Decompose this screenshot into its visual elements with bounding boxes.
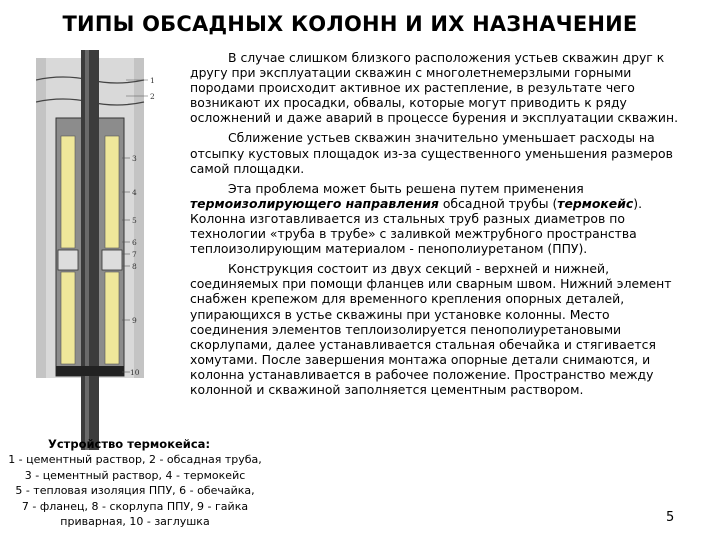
callout-6: 6 bbox=[132, 238, 137, 247]
insulation-right-lower bbox=[105, 272, 119, 364]
paragraph-4: Конструкция состоит из двух секций - верхней и нижней, соединяемых при помощи фланцев или сварным швом. Нижний элемент снабжен крепежом для временного крепления опорных деталей, упирающихся в устье скважины при установке колонны. Место соединения элементов теплоизолируется пенополиуретановыми скорлупами, далее устанавливается стальная обечайка и стягивается хомутами. После завершения монтажа опорные детали снимаются, и колонна устанавливается в рабочее положение. Пространство между колонной и скважиной заполняется цементным раствором. bbox=[190, 261, 672, 397]
flange-left bbox=[58, 250, 78, 270]
paragraph-3-part-c: обсадной трубы ( bbox=[438, 195, 558, 211]
thermocase-diagram bbox=[36, 50, 186, 450]
caption-line: 5 - тепловая изоляция ППУ, 6 - обечайка, bbox=[15, 484, 255, 497]
callout-1: 1 bbox=[150, 76, 155, 85]
term-thermocase: термокейс bbox=[557, 195, 634, 211]
paragraph-2: Сближение устьев скважин значительно уменьшает расходы на отсыпку кустовых площадок из-за существенного уменьшения размеров самой площадки. bbox=[190, 130, 673, 176]
caption-line: 7 - фланец, 8 - скорлупа ППУ, 9 - гайка bbox=[21, 499, 249, 513]
page-number: 5 bbox=[666, 510, 675, 525]
casing-pipe bbox=[81, 50, 99, 450]
callout-2: 2 bbox=[150, 92, 155, 101]
paragraph-3 bbox=[190, 181, 690, 256]
term-thermo-insulating-direction: термоизолирующего направления bbox=[190, 195, 439, 211]
flange-right bbox=[102, 250, 122, 270]
callout-4: 4 bbox=[132, 188, 137, 197]
caption-title: Устройство термокейса: bbox=[48, 437, 211, 451]
callout-9: 9 bbox=[132, 316, 137, 325]
callout-10: 10 bbox=[130, 368, 140, 377]
insulation-left-lower bbox=[61, 272, 75, 364]
caption-line: 1 - цементный раствор, 2 - обсадная труба, bbox=[8, 453, 262, 466]
insulation-left-upper bbox=[61, 136, 75, 248]
paragraph-3-part-e: ). Колонна изготавливается из стальных труб разных диаметров по технологии «труба в трубе» с заливкой межтрубного пространства теплоизолирующим материалом - пенополиуретаном (ППУ). bbox=[190, 195, 643, 257]
caption bbox=[0, 452, 270, 530]
callout-3: 3 bbox=[132, 154, 137, 163]
callout-8: 8 bbox=[132, 262, 137, 271]
slide-title: ТИПЫ ОБСАДНЫХ КОЛОНН И ИХ НАЗНАЧЕНИЕ bbox=[62, 12, 638, 36]
caption-line: 3 - цементный раствор, 4 - термокейс bbox=[24, 468, 246, 482]
body-text bbox=[190, 50, 690, 402]
callout-5: 5 bbox=[132, 216, 137, 225]
caption-line: приварная, 10 - заглушка bbox=[60, 515, 210, 528]
insulation-right-upper bbox=[105, 136, 119, 248]
paragraph-1: В случае слишком близкого расположения устьев скважин друг к другу при эксплуатации скважин с многолетнемерзлыми горными породами происходит активное их растепление, в результате чего возникают их просадки, обвалы, которые могут приводить к ряду осложнений и даже аварий в процессе бурения и эксплуатации скважин. bbox=[190, 50, 679, 126]
bottom-plug bbox=[56, 366, 124, 376]
paragraph-3-part-a: Эта проблема может быть решена путем применения bbox=[228, 180, 584, 196]
callout-7: 7 bbox=[132, 250, 137, 259]
casing-pipe-highlight bbox=[85, 50, 89, 450]
